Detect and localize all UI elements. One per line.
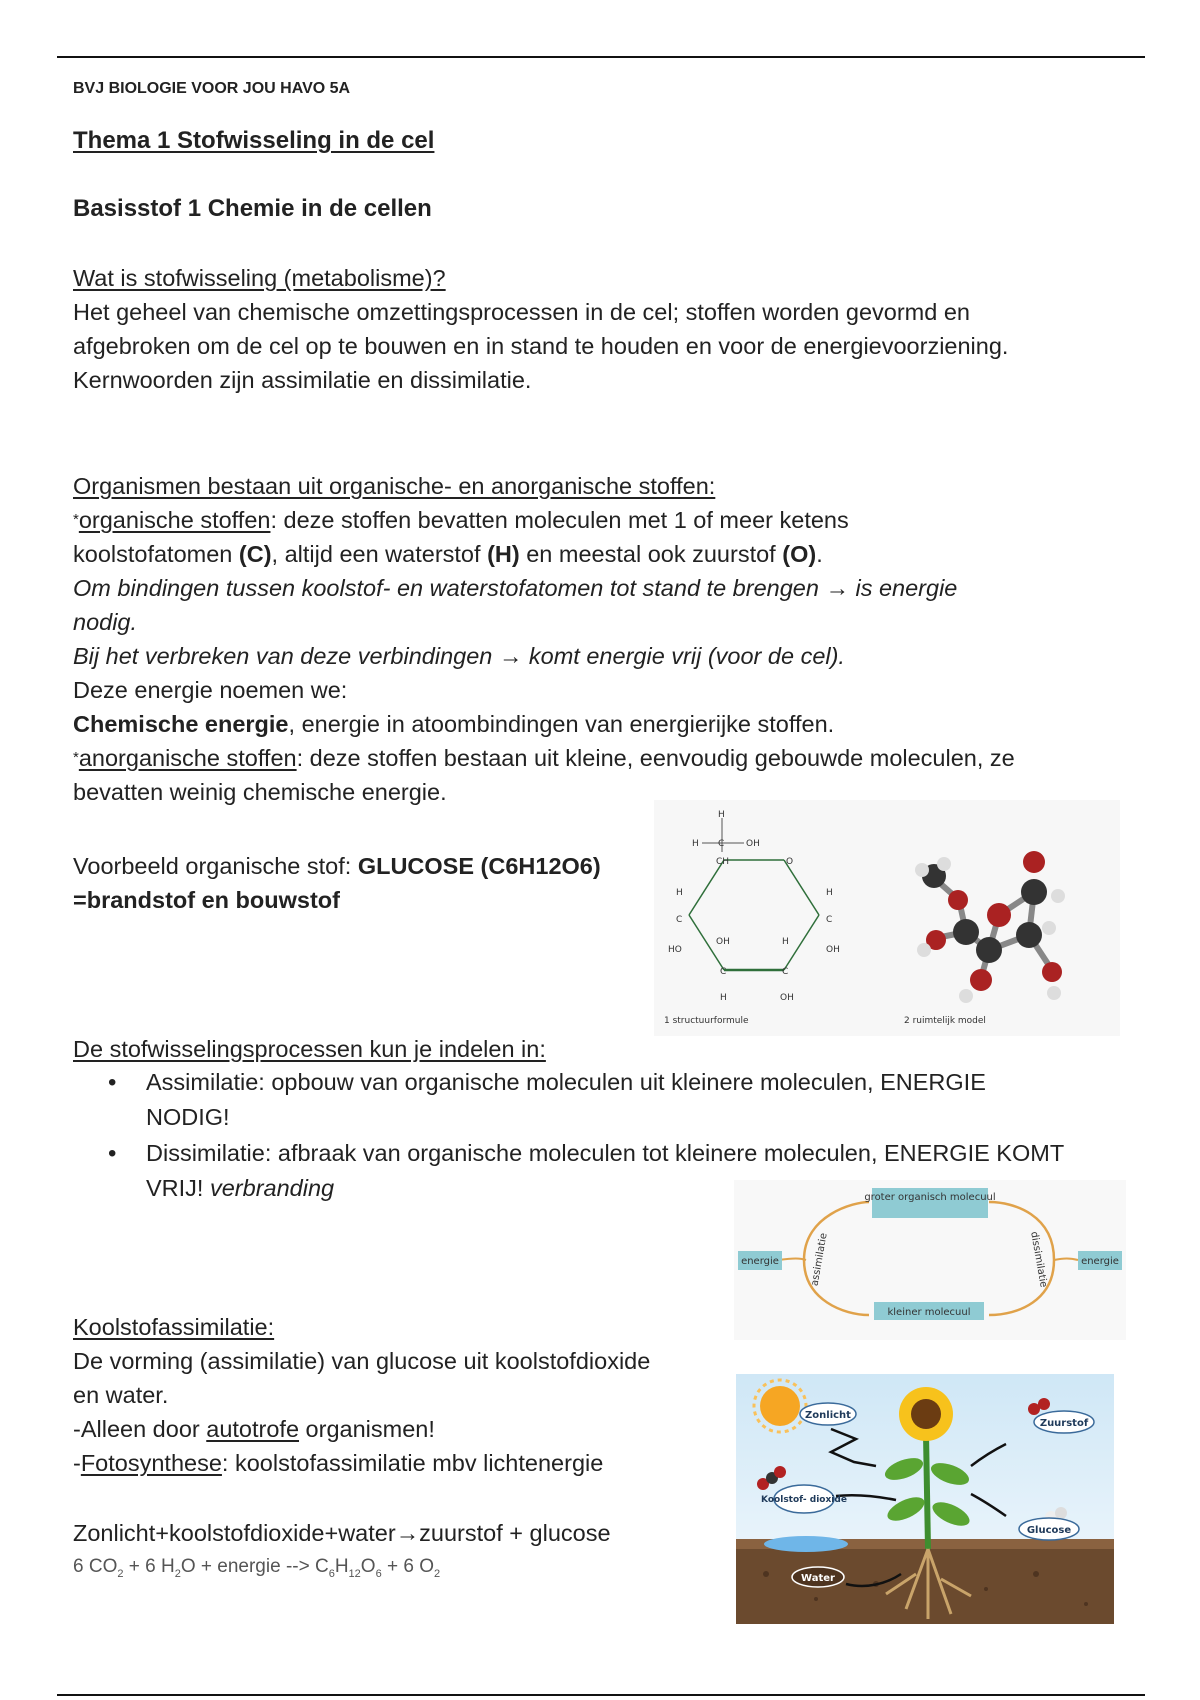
atom-label: C	[826, 915, 833, 925]
text-run: + 6 H	[123, 1556, 175, 1577]
autotrophic-term: autotrofe	[206, 1416, 300, 1442]
atom-label: H	[676, 888, 683, 898]
photosynthesis-term: Fotosynthese	[80, 1450, 222, 1476]
metabolism-line-1: Het geheel van chemische omzettingsprocessen in de cel; stoffen worden gevormd en	[73, 299, 970, 325]
fig-caption-2: 2 ruimtelijk model	[904, 1016, 986, 1026]
subscript: 2	[117, 1567, 124, 1580]
text-run: Voorbeeld organische stof:	[73, 853, 358, 879]
cycle-top-box: groter organisch molecuul	[864, 1192, 996, 1203]
subscript: 12	[348, 1567, 361, 1580]
carbon-symbol: (C)	[238, 541, 272, 567]
italic-line-3	[73, 639, 845, 673]
list-item	[73, 1065, 1073, 1135]
organic-rest: : deze stoffen bevatten moleculen met 1 of meer ketens	[270, 507, 849, 533]
text-run: , altijd een waterstof	[271, 541, 488, 567]
glucose-role: =brandstof en bouwstof	[73, 887, 340, 913]
organic-term: organische stoffen	[78, 507, 271, 533]
inorganic-definition-line-1	[73, 741, 1015, 775]
text-run: H	[334, 1556, 349, 1577]
text-run: en meestal ook zuurstof	[519, 541, 783, 567]
energy-intro: Deze energie noemen we:	[73, 677, 348, 703]
fig-caption-1: 1 structuurformule	[664, 1016, 749, 1026]
atom-label: OH	[716, 937, 730, 947]
text-run: .	[816, 541, 823, 567]
label-oxygen: Zuurstof	[1039, 1418, 1089, 1429]
atom-label: C	[676, 915, 683, 925]
chemical-energy-term: Chemische energie	[73, 711, 289, 737]
inorganic-definition-line-2: bevatten weinig chemische energie.	[73, 779, 447, 805]
list-item-text: Dissimilatie: afbraak van organische moleculen tot kleinere moleculen, ENERGIE KOMT VRIJ!	[146, 1140, 1064, 1201]
subscript: 2	[174, 1567, 181, 1580]
cycle-right-arc: dissimilatie	[1028, 1230, 1049, 1289]
glucose-figure	[654, 800, 1120, 1036]
list-item-text: Assimilatie: opbouw van organische moleculen uit kleinere moleculen, ENERGIE NODIG!	[146, 1069, 986, 1130]
bottom-rule	[57, 1694, 1145, 1696]
text-run: organismen!	[299, 1416, 435, 1442]
label-glucose: Glucose	[1026, 1525, 1072, 1536]
label-co2: Koolstof- dioxide	[761, 1495, 847, 1505]
text-run: Bij het verbreken van deze verbindingen → komt energie vrij (voor de cel).	[73, 643, 845, 669]
atom-label: H	[692, 839, 699, 849]
organic-definition-line-2	[73, 537, 823, 571]
chemical-equation	[73, 1550, 440, 1591]
subscript: 6	[328, 1567, 335, 1580]
atom-label: OH	[826, 945, 840, 955]
italic-line-1	[73, 571, 957, 605]
text-run: koolstofatomen	[73, 541, 239, 567]
text-run: : koolstofassimilatie mbv lichtenergie	[221, 1450, 604, 1476]
organic-definition-line-1	[73, 503, 849, 537]
cycle-bottom-box: kleiner molecuul	[887, 1307, 971, 1318]
text-run: 6 CO	[73, 1556, 118, 1577]
bullet-mark: *	[73, 511, 79, 528]
text-run: -Alleen door	[73, 1416, 207, 1442]
atom-label: C	[718, 839, 725, 849]
atom-label: H	[782, 937, 789, 947]
processes-heading: De stofwisselingsprocessen kun je indelen in:	[73, 1036, 546, 1062]
header-label: BVJ BIOLOGIE VOOR JOU HAVO 5A	[73, 80, 351, 97]
metabolism-line-2: afgebroken om de cel op te bouwen en in stand te houden en voor de energievoorziening.	[73, 333, 1009, 359]
label-sunlight: Zonlicht	[805, 1410, 851, 1421]
carbon-line-1: De vorming (assimilatie) van glucose uit koolstofdioxide	[73, 1348, 651, 1374]
list-item-italic: verbranding	[209, 1175, 335, 1201]
organisms-heading: Organismen bestaan uit organische- en anorganische stoffen:	[73, 473, 716, 499]
label-water: Water	[801, 1573, 835, 1584]
atom-label: C	[720, 967, 727, 977]
metabolism-question: Wat is stofwisseling (metabolisme)?	[73, 265, 446, 291]
water-puddle-icon	[764, 1536, 848, 1552]
text-run: Om bindingen tussen koolstof- en waterstofatomen tot stand te brengen → is energie	[73, 575, 958, 601]
theme-title: Thema 1 Stofwisseling in de cel	[73, 127, 435, 154]
photosynthesis-illustration	[736, 1374, 1114, 1624]
text-run: : deze stoffen bestaan uit kleine, eenvoudig gebouwde moleculen, ze	[296, 745, 1015, 771]
carbon-line-4	[73, 1446, 603, 1480]
section-title: Basisstof 1 Chemie in de cellen	[73, 195, 432, 222]
atom-label: CH	[716, 857, 730, 867]
word-equation: Zonlicht+koolstofdioxide+water→zuurstof + glucose	[73, 1520, 611, 1546]
top-rule	[57, 56, 1145, 58]
atom-label: HO	[668, 945, 682, 955]
text-run: + 6 O	[381, 1556, 434, 1577]
inorganic-term: anorganische stoffen	[78, 745, 297, 771]
atom-label: OH	[780, 993, 794, 1003]
subscript: 6	[375, 1567, 382, 1580]
text-run: O	[360, 1556, 376, 1577]
cycle-right-box: energie	[1081, 1256, 1119, 1267]
subscript: 2	[433, 1567, 441, 1580]
atom-label: OH	[746, 839, 760, 849]
oxygen-symbol: (O)	[782, 541, 817, 567]
sunflower-icon	[899, 1387, 953, 1441]
atom-label: C	[782, 967, 789, 977]
metabolism-line-3: Kernwoorden zijn assimilatie en dissimilatie.	[73, 367, 532, 393]
glucose-formula: GLUCOSE (C6H12O6)	[357, 853, 601, 879]
text-run: , energie in atoombindingen van energierijke stoffen.	[288, 711, 835, 737]
atom-label: H	[826, 888, 833, 898]
atom-label: H	[718, 810, 725, 820]
atom-label: O	[786, 857, 794, 867]
text-run: nodig.	[73, 609, 138, 635]
italic-line-2	[73, 605, 137, 639]
chemical-energy-line	[73, 707, 834, 741]
text-run: -	[73, 1450, 81, 1476]
cycle-left-box: energie	[741, 1256, 779, 1267]
cycle-left-arc: assimilatie	[809, 1232, 830, 1287]
carbon-line-3	[73, 1412, 435, 1446]
hydrogen-symbol: (H)	[487, 541, 520, 567]
glucose-example	[73, 849, 601, 883]
carbon-assimilation-heading: Koolstofassimilatie:	[73, 1314, 275, 1340]
metabolism-cycle-diagram	[734, 1180, 1126, 1340]
carbon-line-2: en water.	[73, 1382, 169, 1408]
bullet-mark: *	[73, 749, 79, 766]
text-run: O + energie --> C	[180, 1556, 329, 1577]
atom-label: H	[720, 993, 727, 1003]
